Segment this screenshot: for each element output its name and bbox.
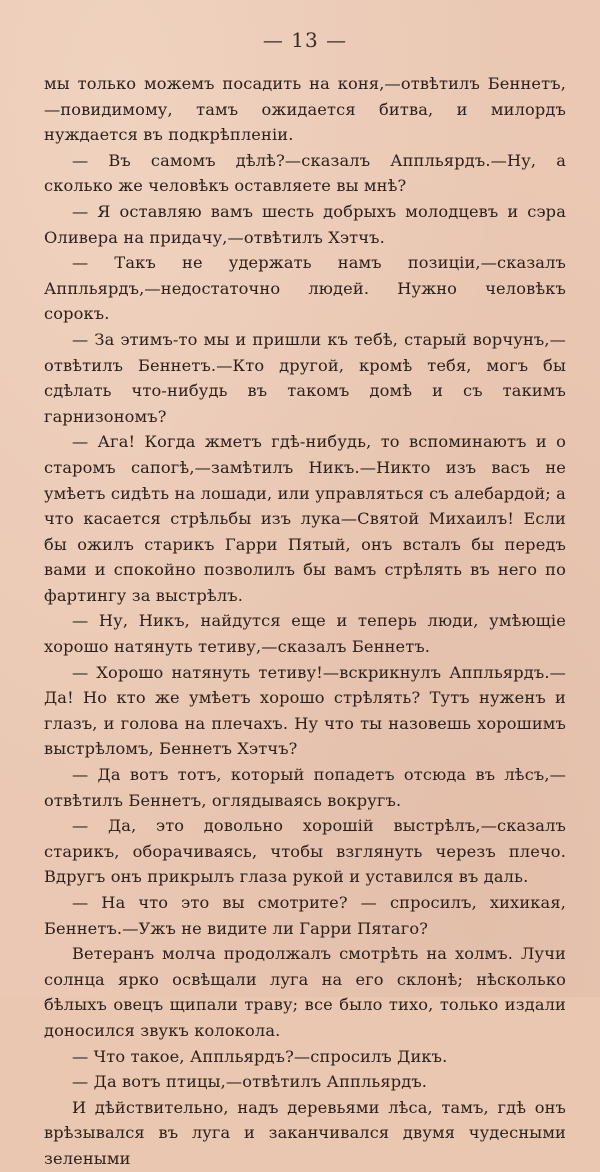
- page-number: — 13 —: [262, 28, 348, 52]
- paragraph: — На что это вы смотрите? — спросилъ, хихикая, Беннетъ.—Ужъ не видите ли Гарри Пятаго?: [44, 893, 566, 938]
- paragraph: — Въ самомъ дѣлѣ?—сказалъ Аппльярдъ.—Ну, а сколько же человѣкъ оставляете вы мнѣ?: [44, 150, 566, 196]
- paragraph: мы только можемъ посадить на коня,—отвѣтилъ Беннетъ,—повидимому, тамъ ожидается битва, и милордъ нуждается въ подкрѣпленіи.: [44, 74, 566, 145]
- paragraph: — За этимъ-то мы и пришли къ тебѣ, старый ворчунъ,—отвѣтилъ Беннетъ.—Кто другой, кромѣ тебя, могъ бы сдѣлать что-нибудь въ такомъ домѣ и съ такимъ гарнизономъ?: [44, 329, 566, 426]
- paragraph: И дѣйствительно, надъ деревьями лѣса, тамъ, гдѣ онъ врѣзывался въ луга и заканчивался двумя чудесными зелеными: [44, 1097, 566, 1168]
- paragraph: — Такъ не удержать намъ позиціи,—сказалъ Аппльярдъ,—недостаточно людей. Нужно человѣкъ сорокъ.: [44, 253, 566, 324]
- paragraph: — Я оставляю вамъ шесть добрыхъ молодцевъ и сэра Оливера на придачу,—отвѣтилъ Хэтчъ.: [44, 201, 566, 247]
- paragraph: — Да вотъ тотъ, который попадетъ отсюда въ лѣсъ,—отвѣтилъ Беннетъ, оглядываясь вокругъ.: [44, 765, 566, 810]
- paragraph: Ветеранъ молча продолжалъ смотрѣть на холмъ. Лучи солнца ярко освѣщали луга на его склонѣ; нѣсколько бѣлыхъ овецъ щипали траву; все было тихо, только издали доносился звукъ колокола.: [44, 944, 566, 1040]
- paragraph: — Да, это довольно хорошій выстрѣлъ,—сказалъ старикъ, оборачиваясь, чтобы взглянуть черезъ плечо. Вдругъ онъ прикрылъ глаза рукой и уставился въ даль.: [44, 816, 566, 887]
- paragraph: — Ага! Когда жметъ гдѣ-нибудь, то вспоминаютъ и о старомъ сапогѣ,—замѣтилъ Никъ.—Никто изъ васъ не умѣетъ сидѣть на лошади, или управляться съ алебардой; а что касается стрѣльбы изъ лука—Святой Михаилъ! Если бы ожилъ старикъ Гарри Пятый, онъ всталъ бы передъ вами и спокойно позволилъ бы вамъ стрѣлять въ него по фартингу за выстрѣлъ.: [44, 432, 566, 605]
- paragraph: — Что такое, Аппльярдъ?—спросилъ Дикъ.: [72, 1046, 448, 1066]
- paragraph: — Да вотъ птицы,—отвѣтилъ Аппльярдъ.: [72, 1072, 428, 1092]
- paragraph: — Ну, Никъ, найдутся еще и теперь люди, умѣющіе хорошо натянуть тетиву,—сказалъ Беннетъ.: [44, 611, 566, 657]
- paragraph: — Хорошо натянуть тетиву!—вскрикнулъ Аппльярдъ.—Да! Но кто же умѣетъ хорошо стрѣлять? Тутъ нуженъ и глазъ, и голова на плечахъ. Ну что ты назовешь хорошимъ выстрѣломъ, Беннетъ Хэтчъ?: [44, 662, 566, 759]
- page-text: [44, 71, 566, 1172]
